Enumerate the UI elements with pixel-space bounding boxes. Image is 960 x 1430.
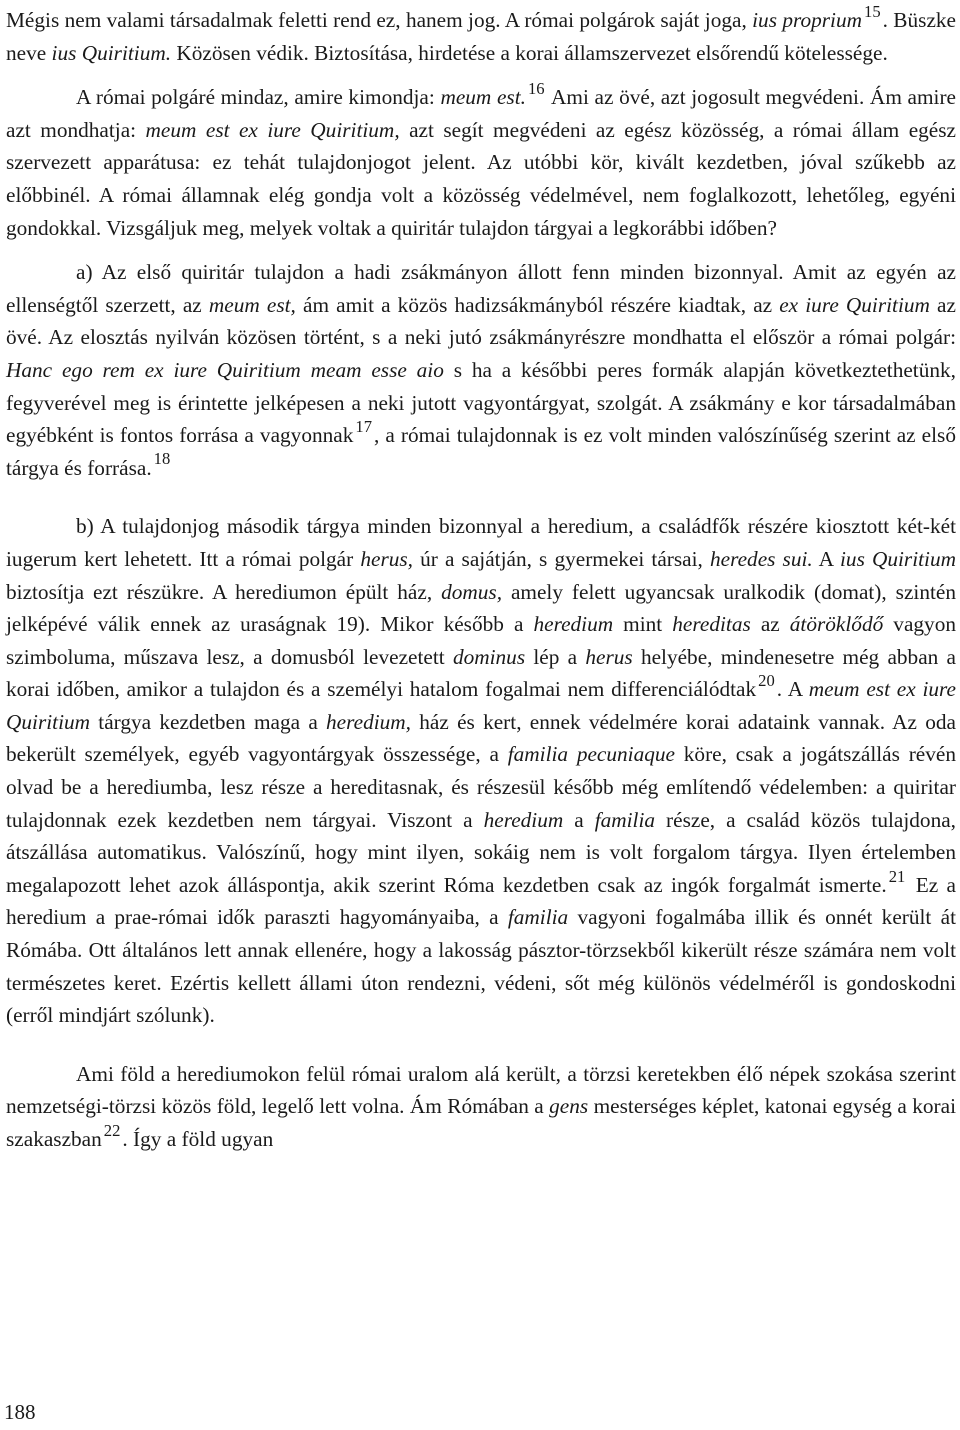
- latin-term: herus: [585, 644, 633, 669]
- latin-term: ex iure Quiritium: [779, 292, 930, 317]
- latin-term: meum est ex iure Quiritium: [6, 677, 956, 734]
- latin-term: domus,: [441, 579, 503, 604]
- text-span: köre, csak a jogátszállás révén olvad be a herediumba, lesz része a hereditasnak, és részesül később még említendő védelemben: a quiritar tulajdonnak ezek kezdetben nem tárgyai. Viszont a: [6, 742, 956, 832]
- text-span: . Így a föld ugyan: [122, 1127, 274, 1151]
- latin-term: familia: [594, 807, 656, 832]
- paragraph-5: [6, 1058, 956, 1156]
- paragraph-gap: [6, 244, 956, 256]
- text-span: . A: [776, 677, 809, 702]
- paragraph-4: [6, 510, 956, 1032]
- text-span: Ami az övé, azt jogosult megvédeni. Ám amire azt mondhatja:: [6, 85, 957, 142]
- latin-term: meum est ex iure Quiritium,: [145, 117, 400, 142]
- text-span: A római polgáré mindaz, amire kimondja:: [76, 85, 441, 110]
- latin-term: heredium: [483, 807, 564, 832]
- text-span: az: [750, 612, 790, 637]
- paragraph-gap: [6, 69, 956, 81]
- text-span: ház és kert, ennek védelmére korai adataink vannak. Az oda bekerült személyek, egyéb vagyontárgyak összessége, a: [6, 709, 956, 767]
- text-span: a) Az első quiritár tulajdon a hadi zsákmányon állott fenn minden bizonnyal. Amit az egyén az ellenségtől szerzett, az: [6, 260, 956, 317]
- paragraph-1: [6, 1, 956, 69]
- text-span: a: [563, 807, 595, 832]
- text-span: azt segít megvédeni az egész közösség, a római állam egész szervezett apparátusa: ez tehát tulajdonjogot jelent. Az utóbbi kör, kivált kezdetben, jóval szűkebb az előbbinél. A római államnak elég gondja volt a közösség védelmével, nem foglalkozott, lehetőleg, egyéni gondokkal. Vizsgáljuk meg, melyek voltak a quiritár tulajdon tárgyai a legkorábbi időben?: [6, 117, 956, 240]
- text-span: . Büszke neve: [6, 8, 956, 65]
- footnote-ref-16[interactable]: 16: [527, 78, 545, 98]
- text-span: része, a család közös tulajdona, átszállása automatikus. Valószínű, hogy mint ilyen, sokáig nem is volt forgalom tárgya. Ilyen értelemben megalapozott lehet azok álláspontja, akik szerint Róma kezdetben csak az ingók forgalmát ismerte.: [6, 807, 956, 897]
- text-span: vagyon szimboluma, műszava lesz, a domusból levezetett: [6, 612, 956, 669]
- text-span: amely felett ugyancsak uralkodik (domat), szintén jelképévé válik ennek az uraságnak 19). Mikor később a: [6, 579, 956, 637]
- text-span: úr a sajátján, s gyermekei társai,: [413, 546, 710, 571]
- footnote-ref-15[interactable]: 15: [864, 1, 881, 21]
- text-span: vagyoni fogalmába illik és onnét került át Rómába. Ott általános lett annak ellenére, hogy a lakosság pásztor-törzsekből kikerült része számára nem volt természetes keret. Ezértis kellett állami úton rendezni, védeni, sőt még különös védelméről is gondoskodni (erről mindjárt szólunk).: [6, 905, 956, 1028]
- text-span: , a római tulajdonnak is ez volt minden valószínűség szerint az első tárgya és forrása.: [6, 423, 956, 480]
- footnote-ref-20[interactable]: 20: [758, 670, 775, 690]
- latin-term: ius Quiritium.: [51, 40, 172, 65]
- latin-term: meum est.: [440, 85, 526, 110]
- document-page: [6, 1, 957, 1156]
- page-number: 188: [4, 1400, 36, 1424]
- latin-term: dominus: [452, 644, 526, 669]
- text-span: biztosítja ezt részükre. A herediumon épült ház,: [6, 579, 442, 604]
- text-span: Közösen védik. Biztosítása, hirdetése a korai államszervezet elsőrendű kötelessége.: [171, 40, 888, 65]
- latin-term: herus,: [360, 546, 414, 571]
- text-span: A: [812, 546, 840, 571]
- latin-term: hereditas: [672, 612, 751, 637]
- footnote-ref-21[interactable]: 21: [888, 866, 906, 886]
- latin-term: meum est,: [208, 292, 296, 317]
- latin-term: heredium: [533, 612, 614, 637]
- latin-term: ius proprium: [752, 8, 863, 32]
- latin-term: gens: [549, 1094, 589, 1119]
- latin-term: familia: [507, 905, 569, 930]
- text-span: az övé. Az elosztás nyilván közösen történt, s a neki jutó zsákmányrészre mondhatta el először a római polgár:: [6, 292, 956, 350]
- text-span: b) A tulajdonjog második tárgya minden bizonnyal a heredium, a családfők részére kiosztott két-két iugerum kert lehetett. Itt a római polgár: [6, 514, 956, 571]
- footnote-ref-18[interactable]: 18: [153, 449, 171, 469]
- text-span: mesterséges képlet, katonai egység a korai szakaszban: [6, 1094, 956, 1151]
- latin-term: familia pecuniaque: [507, 742, 675, 767]
- text-span: s ha a későbbi peres formák alapján következtethetünk, fegyverével meg is érintette jelképesen a neki jutott vagyontárgyat, szolgát. A zsákmány e kor társadalmában egyébként is fontos forrása a vagyonnak: [6, 357, 956, 448]
- footnote-ref-17[interactable]: 17: [355, 416, 372, 436]
- paragraph-gap: [6, 484, 956, 510]
- text-span: tárgya kezdetben maga a: [90, 709, 327, 734]
- text-span: Ez a heredium a prae-római idők paraszti hagyományaiba, a: [6, 872, 956, 930]
- paragraph-2: [6, 78, 957, 244]
- text-span: lép a: [525, 644, 586, 669]
- paragraph-gap: [6, 1032, 956, 1058]
- text-span: ám amit a közös hadizsákmányból részére kiadtak, az: [295, 292, 780, 317]
- latin-term: ius Quiritium: [840, 546, 956, 571]
- footnote-ref-22[interactable]: 22: [103, 1120, 121, 1140]
- paragraph-3: [6, 256, 956, 484]
- latin-term: heredes sui.: [710, 546, 813, 571]
- latin-term: Hanc ego rem ex iure Quiritium meam esse aio: [6, 357, 444, 382]
- latin-term: átöröklődő: [789, 612, 884, 637]
- text-span: Ami föld a herediumokon felül római uralom alá került, a törzsi keretekben élő népek szokása szerint nemzetségi-törzsi közös föld, legelő lett volna. Ám Rómában a: [6, 1061, 956, 1119]
- latin-term: heredium,: [326, 709, 412, 734]
- text-span: helyébe, mindenesetre még abban a korai időben, amikor a tulajdon és a személyi hatalom fogalmai nem differenciálódtak: [6, 644, 957, 702]
- text-span: Mégis nem valami társadalmak feletti rend ez, hanem jog. A római polgárok saját joga,: [6, 8, 753, 32]
- text-span: mint: [613, 612, 673, 637]
